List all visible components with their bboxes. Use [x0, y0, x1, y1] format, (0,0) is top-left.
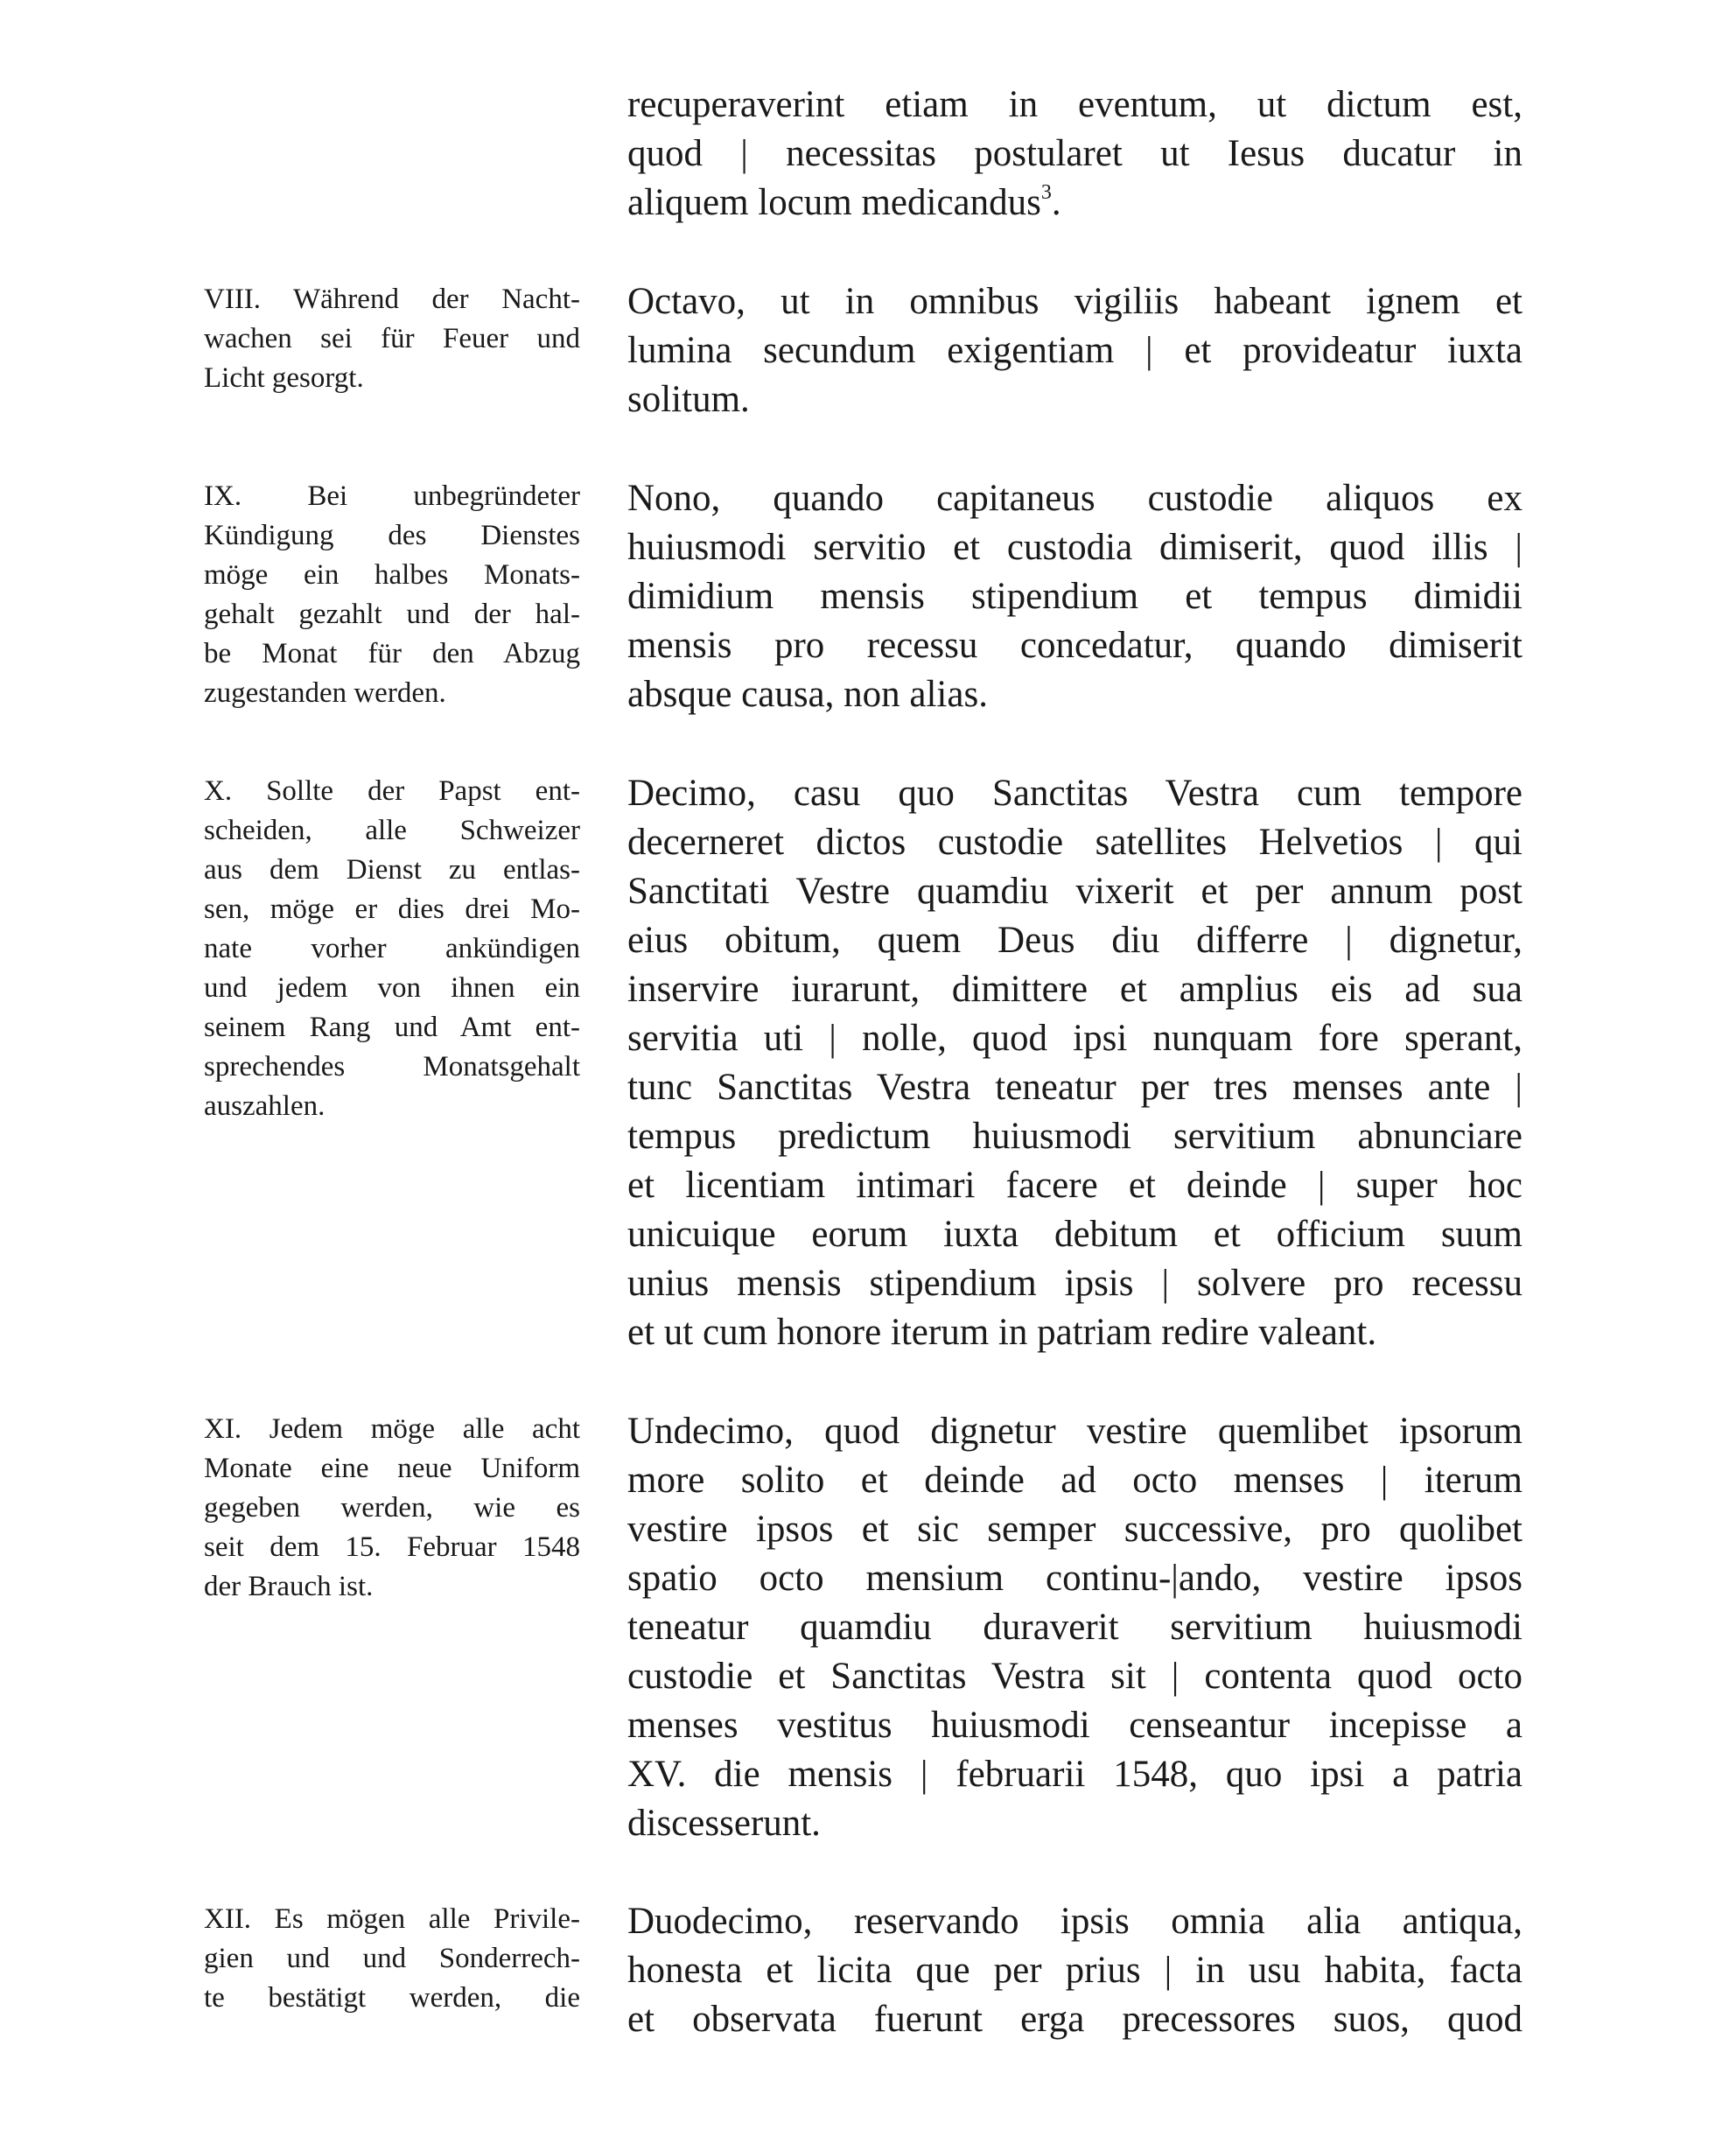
note-line: sprechendes Monatsgehalt [204, 1051, 580, 1083]
text-line: tempus predictum huiusmodi servitium abnunciare [627, 1116, 1522, 1157]
text-line: Undecimo, quod dignetur vestire quemlibet ipsorum [627, 1411, 1522, 1452]
text-line: mensis pro recessu concedatur, quando dimiserit [627, 625, 1522, 666]
text-line: inservire iurarunt, dimittere et amplius eis ad sua [627, 969, 1522, 1010]
margin-note [204, 1410, 580, 1607]
text-line: vestire ipsos et sic semper successive, pro quolibet [627, 1509, 1522, 1550]
text-line: decerneret dictos custodie satellites Helvetios | qui [627, 822, 1522, 863]
margin-note [204, 280, 580, 398]
text-line: unius mensis stipendium ipsis | solvere pro recessu [627, 1263, 1522, 1304]
margin-note [204, 772, 580, 1126]
body-paragraph [627, 1897, 1522, 2044]
note-line: gegeben werden, wie es [204, 1492, 580, 1524]
text-line: Sanctitati Vestre quamdiu vixerit et per annum post [627, 871, 1522, 912]
note-line: zugestanden werden. [204, 677, 446, 709]
text-line: Nono, quando capitaneus custodie aliquos ex [627, 478, 1522, 519]
text-line [627, 179, 1522, 228]
text-line: Duodecimo, reservando ipsis omnia alia antiqua, [627, 1901, 1522, 1942]
text-line: solitum. [627, 379, 750, 420]
text-line: menses vestitus huiusmodi censeantur incepisse a [627, 1705, 1522, 1746]
text-line: XV. die mensis | februarii 1548, quo ipsi a patria [627, 1754, 1522, 1795]
text-fragment: aliquem locum medicandus [627, 182, 1041, 223]
text-line: recuperaverint etiam in eventum, ut dictum est, [627, 84, 1522, 125]
text-line: et observata fuerunt erga precessores suos, quod [627, 1999, 1522, 2040]
footnote-mark: 3 [1040, 181, 1052, 204]
note-line: IX. Bei unbegründeter [204, 480, 580, 512]
note-line: X. Sollte der Papst ent- [204, 775, 580, 807]
note-line: aus dem Dienst zu entlas- [204, 854, 580, 886]
margin-note [204, 477, 580, 713]
note-line: VIII. Während der Nacht- [204, 284, 580, 315]
note-line: XI. Jedem möge alle acht [204, 1413, 580, 1445]
text-line: teneatur quamdiu duraverit servitium huiusmodi [627, 1607, 1522, 1648]
note-line: der Brauch ist. [204, 1571, 374, 1602]
note-line: gien und und Sonderrech- [204, 1943, 580, 1974]
text-line: et licentiam intimari facere et deinde | super hoc [627, 1165, 1522, 1206]
text-line: discesserunt. [627, 1803, 821, 1844]
text-line: dimidium mensis stipendium et tempus dimidii [627, 576, 1522, 617]
body-paragraph [627, 277, 1522, 424]
text-line: eius obitum, quem Deus diu differre | dignetur, [627, 920, 1522, 961]
note-line: möge ein halbes Monats- [204, 559, 580, 591]
note-line: nate vorher ankündigen [204, 933, 580, 964]
body-paragraph [627, 1407, 1522, 1848]
text-line: lumina secundum exigentiam | et provideatur iuxta [627, 330, 1522, 371]
margin-note [204, 1900, 580, 2018]
note-line: seit dem 15. Februar 1548 [204, 1531, 580, 1563]
note-line: XII. Es mögen alle Privile- [204, 1903, 580, 1935]
text-line: huiusmodi servitio et custodia dimiserit, quod illis | [627, 527, 1522, 568]
text-line: honesta et licita que per prius | in usu habita, facta [627, 1950, 1522, 1991]
note-line: und jedem von ihnen ein [204, 972, 580, 1004]
note-line: wachen sei für Feuer und [204, 323, 580, 354]
body-paragraph [627, 769, 1522, 1357]
note-line: auszahlen. [204, 1090, 326, 1122]
text-line: custodie et Sanctitas Vestra sit | contenta quod octo [627, 1656, 1522, 1697]
text-line: quod | necessitas postularet ut Iesus ducatur in [627, 133, 1522, 174]
text-line: tunc Sanctitas Vestra teneatur per tres menses ante | [627, 1067, 1522, 1108]
text-line: absque causa, non alias. [627, 674, 988, 715]
text-line: spatio octo mensium continu-|ando, vestire ipsos [627, 1558, 1522, 1599]
text-line: more solito et deinde ad octo menses | iterum [627, 1460, 1522, 1501]
note-line: sen, möge er dies drei Mo- [204, 893, 580, 925]
text-line: Octavo, ut in omnibus vigiliis habeant ignem et [627, 281, 1522, 322]
intro-paragraph [627, 81, 1522, 228]
note-line: te bestätigt werden, die [204, 1982, 580, 2014]
note-line: scheiden, alle Schweizer [204, 815, 580, 846]
text-line: et ut cum honore iterum in patriam redire valeant. [627, 1312, 1377, 1353]
note-line: gehalt gezahlt und der hal- [204, 599, 580, 630]
text-line: servitia uti | nolle, quod ipsi nunquam fore sperant, [627, 1018, 1522, 1059]
note-line: seinem Rang und Amt ent- [204, 1012, 580, 1043]
body-paragraph [627, 474, 1522, 719]
note-line: Monate eine neue Uniform [204, 1453, 580, 1484]
note-line: Kündigung des Dienstes [204, 520, 580, 551]
text-fragment: . [1051, 182, 1061, 223]
note-line: be Monat für den Abzug [204, 638, 580, 669]
text-line: unicuique eorum iuxta debitum et officium suum [627, 1214, 1522, 1255]
note-line: Licht gesorgt. [204, 362, 364, 394]
text-line: Decimo, casu quo Sanctitas Vestra cum tempore [627, 773, 1522, 814]
